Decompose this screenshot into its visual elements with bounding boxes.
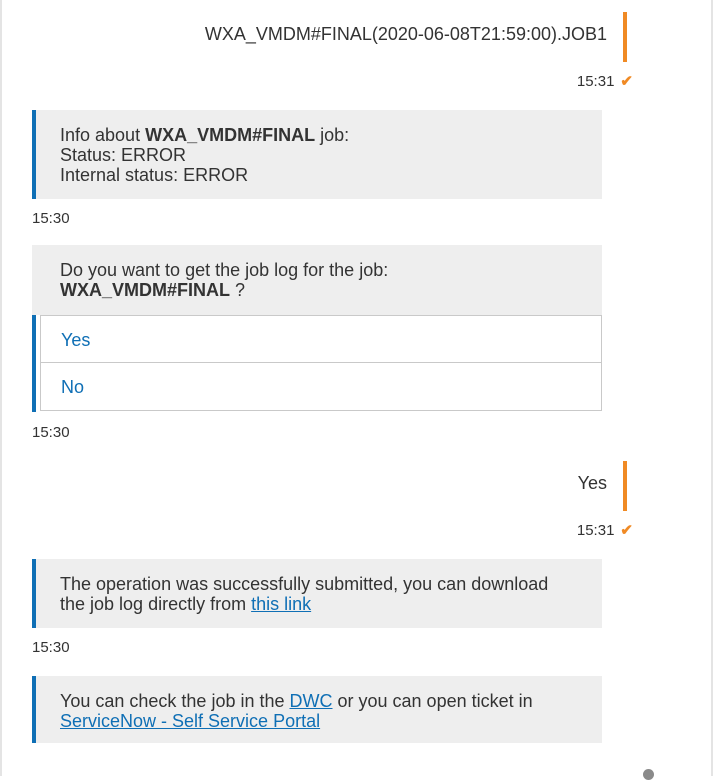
timestamp: 15:31 [576, 522, 615, 539]
option-yes-button[interactable]: Yes [40, 315, 602, 363]
bot-message-job-info [32, 110, 602, 199]
option-no-button[interactable]: No [40, 363, 602, 411]
sent-message [205, 12, 627, 45]
sent-message-text: Yes [577, 473, 607, 493]
operation-text: The operation was successfully submitted, you can download the job log directly from [60, 574, 549, 614]
sent-message [578, 461, 627, 494]
check-icon: ✔ [620, 522, 633, 539]
question-job-line: WXA_VMDM#FINAL ? [60, 280, 246, 300]
question-text: Do you want to get the job log for the job: [60, 260, 389, 280]
job-status: Status: ERROR [60, 145, 187, 165]
bot-message-job-log-question [32, 245, 602, 412]
sent-message-text: WXA_VMDM#FINAL(2020-06-08T21:59:00).JOB1 [204, 24, 607, 44]
job-log-link[interactable]: this link [251, 594, 312, 614]
chat-frame-left-border [0, 0, 2, 776]
job-name: WXA_VMDM#FINAL [145, 125, 316, 145]
bot-message-time: 15:30 [32, 210, 70, 227]
job-internal-status: Internal status: ERROR [60, 165, 249, 185]
servicenow-link[interactable]: ServiceNow - Self Service Portal [60, 711, 321, 731]
sent-message-time [577, 521, 633, 539]
sent-message-bar [623, 461, 627, 511]
timestamp: 15:31 [576, 73, 615, 90]
sent-message-time [577, 72, 633, 90]
check-icon: ✔ [620, 73, 633, 90]
dwc-link[interactable]: DWC [289, 691, 333, 711]
job-info-title: Info about WXA_VMDM#FINAL job: [60, 125, 350, 145]
job-name: WXA_VMDM#FINAL [60, 280, 230, 300]
bot-message-time: 15:30 [32, 639, 70, 656]
scroll-indicator[interactable] [643, 769, 654, 780]
bot-message-time: 15:30 [32, 424, 70, 441]
sent-message-bar [623, 12, 627, 62]
bot-message-operation-submitted [32, 559, 602, 628]
bot-message-check-job: You can check the job in the DWC or you can open ticket in ServiceNow - Self Service Portal [32, 676, 602, 743]
